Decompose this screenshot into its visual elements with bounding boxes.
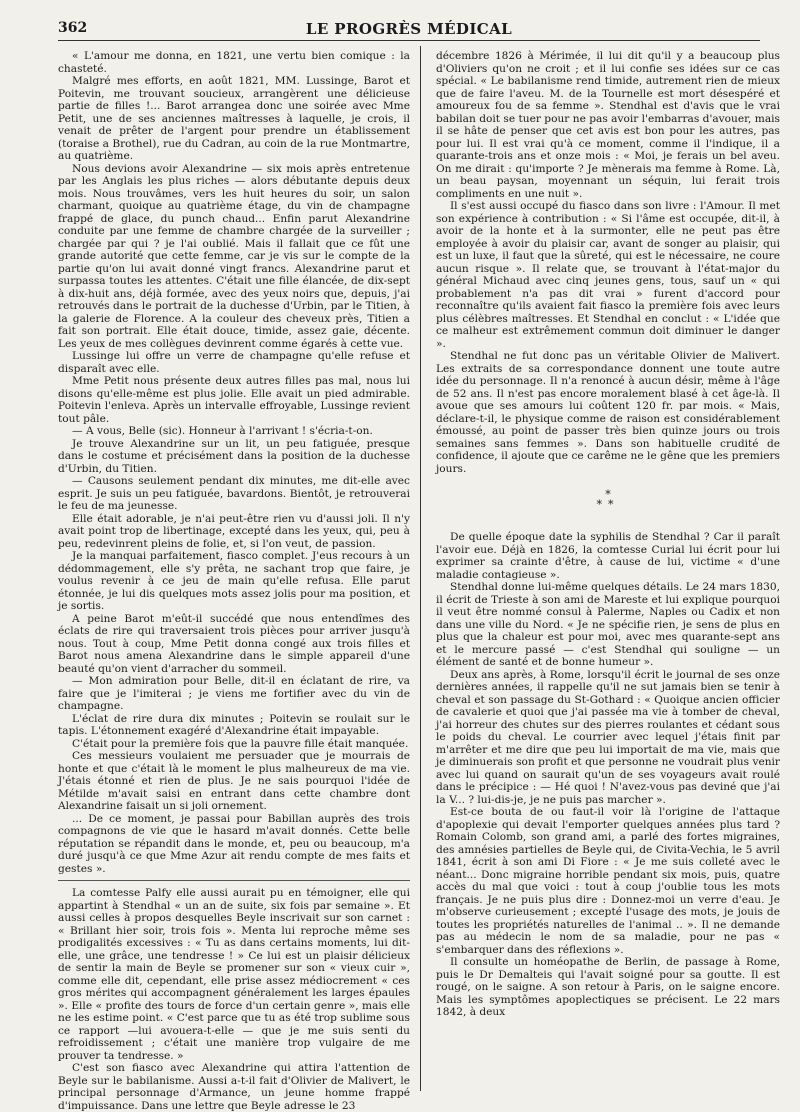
body-paragraph: Il s'est aussi occupé du fiasco dans son livre : l'Amour. Il met son expérience à contribution : « Si l'âme est occupée, dit-il, à avoir de la honte et à la surmonter, elle ne peut pas être employée à avoir du plaisir car, avant de songer au plaisir, qui est un luxe, il faut que la sûreté, qui est le nécessaire, ne coure aucun risque ». Il relate que, se trouvant à l'état-major du général Michaud avec cinq jeunes gens, tous, sauf un « qui probablement n'a pas dit vrai » furent d'accord pour reconnaître qu'ils avaient fait fiasco la première fois avec leurs plus célèbres maîtresses. Et Stendhal en conclut : « L'idée que ce malheur est extrêmement commun doit diminuer le danger ». xyxy=(436,200,780,350)
memoir-paragraph: — Causons seulement pendant dix minutes, me dit-elle avec esprit. Je suis un peu fatiguée, bavardons. Bientôt, je retrouverai le feu de ma jeunesse. xyxy=(58,475,410,512)
memoir-paragraph: Nous devions avoir Alexandrine — six mois après entretenue par les Anglais les plus riches — alors débutante depuis deux mois. Nous trouvâmes, vers les huit heures du soir, un salon charmant, quoique au quatrième étage, du vin de champagne frappé de glace, du punch chaud... Enfin parut Alexandrine conduite par une femme de chambre chargée de la surveiller ; chargée par qui ? je l'ai oublié. Mais il fallait que ce fût une grande autorité que cette femme, car je vis sur le compte de la partie qu'on lui avait donné vingt francs. Alexandrine parut et surpassa toutes les attentes. C'était une fille élancée, de dix-sept à dix-huit ans, déjà formée, avec des yeux noirs que, depuis, j'ai retrouvés dans le portrait de la duchesse d'Urbin, par le Titien, à la galerie de Florence. A la couleur des cheveux près, Titien a fait son portrait. Elle était douce, timide, assez gaie, décente. Les yeux de mes collègues devinrent comme égarés à cette vue. xyxy=(58,162,410,350)
body-paragraph: Stendhal donne lui-même quelques détails. Le 24 mars 1830, il écrit de Trieste à son ami de Mareste et lui explique pourquoi il veut être nommé consul à Palerme, Naples ou Cadix et non dans une ville du Nord. « Je ne spécifie rien, je sens de plus en plus que la chaleur est pour moi, avec mes quarante-sept ans et le mercure passé — c'est Stendhal qui souligne — un élément de santé et de bonne humeur ». xyxy=(436,581,780,668)
section-spacer xyxy=(436,517,780,531)
memoir-paragraph: ... De ce moment, je passai pour Babillan auprès des trois compagnons de vie que le hasard m'avait donnés. Cette belle réputation se répandit dans le monde, et, peu ou beaucoup, m'a duré jusqu'à ce que Mme Azur ait rendu compte de mes faits et gestes ». xyxy=(58,812,410,875)
body-paragraph: De quelle époque date la syphilis de Stendhal ? Car il paraît l'avoir eue. Déjà en 1826, la comtesse Curial lui écrit pour lui exprimer sa crainte d'être, à cause de lui, victime « d'une maladie contagieuse ». xyxy=(436,531,780,581)
asterism-top: * xyxy=(605,488,611,501)
memoir-paragraph: Lussinge lui offre un verre de champagne qu'elle refuse et disparaît avec elle. xyxy=(58,350,410,375)
section-asterism xyxy=(436,489,780,517)
left-column xyxy=(58,50,410,1112)
memoir-paragraph: A peine Barot m'eût-il succédé que nous entendîmes des éclats de rire qui traversaient trois pièces pour arriver jusqu'à nous. Tout à coup, Mme Petit donna congé aux trois filles et Barot nous amena Alexandrine dans le simple appareil d'une beauté qu'on vient d'arracher du sommeil. xyxy=(58,612,410,675)
asterism-bottom: ** xyxy=(596,498,620,511)
journal-title: LE PROGRÈS MÉDICAL xyxy=(305,20,513,38)
memoir-paragraph: Je trouve Alexandrine sur un lit, un peu fatiguée, presque dans le costume et précisément dans la position de la duchesse d'Urbin, du Titien. xyxy=(58,437,410,475)
body-paragraph: décembre 1826 à Mérimée, il lui dit qu'il y a beaucoup plus d'Oliviers qu'on ne croit ; et il lui confie ses idées sur ce cas spécial. « Le babilanisme rend timide, autrement rien de mieux que de faire l'aveu. M. de la Tournelle est mort désespéré et amoureux fou de sa femme ». Stendhal est d'avis que le vrai babilan doit se tuer pour ne pas avoir l'embarras d'avouer, mais il se hâte de penser que cet avis est bon pour les autres, pas pour lui. Il est vrai qu'à ce moment, comme il l'indique, il a quarante-trois ans et onze mois : « Moi, je ferais un bel aveu. On me dirait : qu'importe ? Je mènerais ma femme à Rome. Là, un beau paysan, moyennant un séquin, lui ferait trois compliments en une nuit ». xyxy=(436,50,780,200)
memoir-paragraph: L'éclat de rire dura dix minutes ; Poitevin se roulait sur le tapis. L'étonnement exagéré d'Alexandrine était impayable. xyxy=(58,712,410,737)
page-header xyxy=(58,18,760,40)
memoir-paragraph: Je la manquai parfaitement, fiasco complet. J'eus recours à un dédommagement, elle s'y prêta, ne sachant trop que faire, je voulus revenir à ce jeu de main qu'elle refusa. Elle parut étonnée, je lui dis quelques mots assez jolis pour ma position, et je sortis. xyxy=(58,550,410,612)
memoir-paragraph: « L'amour me donna, en 1821, une vertu bien comique : la chasteté. xyxy=(58,50,410,75)
quote-end-rule xyxy=(58,880,410,881)
memoir-paragraph: C'était pour la première fois que la pauvre fille était manquée. xyxy=(72,737,409,750)
body-paragraph: Deux ans après, à Rome, lorsqu'il écrit le journal de ses onze dernières années, il rappelle qu'il ne sut jamais bien se tenir à cheval et son passage du St-Gothard : « Quoique ancien officier de cavalerie et quoi que j'ai passée ma vie à tomber de cheval, j'ai horreur des chutes sur des pierres roulantes et cédant sous le poids du cheval. Le courrier avec lequel j'étais finit par m'arrêter et me dire que peu lui importait de ma vie, mais que je diminuerais son profit et que personne ne voudrait plus venir avec lui quand on saurait qu'un de ses voyageurs avait roulé dans le précipice : — Hé quoi ! N'avez-vous pas deviné que j'ai la V... ? lui-dis-je, je ne puis pas marcher ». xyxy=(436,668,780,806)
memoir-paragraph: — Mon admiration pour Belle, dit-il en éclatant de rire, va faire que je l'imiterai ; je viens me fortifier avec du vin de champagne. xyxy=(58,675,410,712)
memoir-paragraph: — A vous, Belle (sic). Honneur à l'arrivant ! s'écria-t-on. xyxy=(72,425,373,437)
memoir-paragraph: Mme Petit nous présente deux autres filles pas mal, nous lui disons qu'elle-même est plus jolie. Elle avait un pied admirable. Poitevin l'enleva. Après un intervalle effroyable, Lussinge revient tout pâle. xyxy=(58,375,410,425)
body-paragraph: Stendhal ne fut donc pas un véritable Olivier de Malivert. Les extraits de sa correspondance donnent une toute autre idée du personnage. Il n'a renoncé à aucun désir, même à l'âge de 52 ans. Il n'est pas encore moralement blasé à cet âge-là. Il avoue que ses amours lui coûtent 120 fr. par mois. « Mais, déclare-t-il, le physique comme de raison est considérablement émoussé, au point de passer très bien quinze jours ou trois semaines sans femmes ». Dans son habituelle crudité de confidence, il ajoute que ce carême ne le gêne que les premiers jours. xyxy=(436,350,780,475)
memoir-paragraph: Malgré mes efforts, en août 1821, MM. Lussinge, Barot et Poitevin, me trouvant soucieux, arrangèrent une délicieuse partie de filles !... Barot arrangea donc une soirée avec Mme Petit, une de ses anciennes maîtresses à laquelle, je crois, il venait de prêter de l'argent pour prendre un établissement (toraise a Brothel), rue du Cadran, au coin de la rue Montmartre, au quatrième. xyxy=(58,75,410,162)
right-column xyxy=(436,50,780,1090)
body-paragraph: C'est son fiasco avec Alexandrine qui attira l'attention de Beyle sur le babilanisme. Aussi a-t-il fait d'Olivier de Malivert, le principal personnage d'Armance, un jeune homme frappé d'impuissance. Dans une lettre que Beyle adresse le 23 xyxy=(58,1062,410,1112)
memoir-paragraph: Elle était adorable, je n'ai peut-être rien vu d'aussi joli. Il n'y avait point trop de libertinage, excepté dans les yeux, qui, peu à peu, redevinrent pleins de folie, et, si l'on veut, de passion. xyxy=(58,512,410,550)
body-paragraph: Est-ce bouta de ou faut-il voir là l'origine de l'attaque d'apoplexie qui devait l'emporter quelques années plus tard ? Romain Colomb, son grand ami, a parlé des fortes migraines, des amnésies partielles de Beyle qui, de Civita-Vechia, le 5 avril 1841, écrit à son ami Di Fiore : « Je me suis colleté avec le néant... Donc migraine horrible pendant six mois, puis, quatre accès du mal que voici : tout à coup j'oublie tous les mots français. Je ne puis plus dire : Donnez-moi un verre d'eau. Je m'observe curieusement ; excepté l'usage des mots, je jouis de toutes les propriétés naturelles de l'animal .. ». Il ne demande pas au médecin le nom de sa maladie, pour ne pas « s'embarquer dans des réflexions ». xyxy=(436,806,780,956)
body-paragraph: La comtesse Palfy elle aussi aurait pu en témoigner, elle qui appartint à Stendhal « un an de suite, six fois par semaine ». Et aussi celles à propos desquelles Beyle inscrivait sur son carnet : « Brillant hier soir, trois fois ». Menta lui reproche même ses prodigalités excessives : « Tu as dans certains moments, lui dit-elle, une grâce, une tendresse ! » Ce lui est un plaisir délicieux de sentir la main de Beyle se promener sur son « vieux cuir », comme elle dit, cependant, elle prise assez médiocrement « ces gros mérites qui accompagnent généralement les larges épaules ». Elle « profite des tours de force d'un certain genre », mais elle ne les estime point. « C'est parce que tu as été trop sublime sous ce rapport —lui avouera-t-elle — que je me suis senti du refroidissement ; c'était une manière trop vulgaire de me prouver ta tendresse. » xyxy=(58,887,410,1062)
header-rule xyxy=(58,40,760,41)
body-paragraph: Il consulte un homéopathe de Berlin, de passage à Rome, puis le Dr Demalteis qui l'avait soigné pour sa goutte. Il est rougé, on le saigne. A son retour à Paris, on le saigne encore. Mais les symptômes apoplectiques se précisent. Le 22 mars 1842, à deux xyxy=(436,956,780,1018)
memoir-paragraph: Ces messieurs voulaient me persuader que je mourrais de honte et que c'était là le moment le plus malheureux de ma vie. J'étais étonné et rien de plus. Je ne sais pourquoi l'idée de Métilde m'avait saisi en entrant dans cette chambre dont Alexandrine faisait un si joli ornement. xyxy=(58,750,410,812)
section-spacer xyxy=(436,475,780,489)
column-divider xyxy=(420,46,421,1091)
page-number: 362 xyxy=(58,20,88,36)
